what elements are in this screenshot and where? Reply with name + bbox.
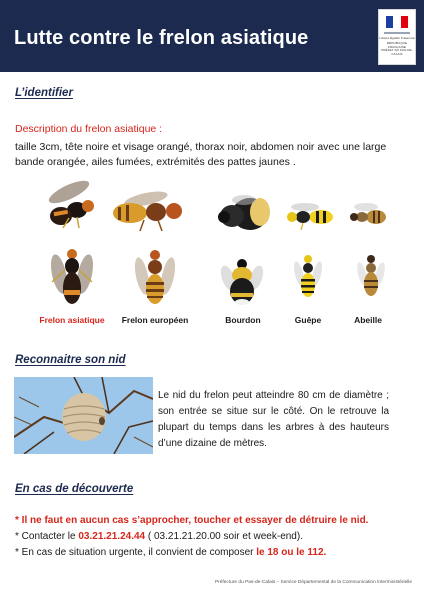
french-flag-icon — [386, 16, 408, 28]
wasp-top-image — [288, 254, 328, 300]
logo-motto: Liberté Égalité Fraternité — [379, 36, 415, 40]
logo-prefet: PRÉFET DU PAS-DE-CALAIS — [381, 48, 413, 56]
bee-side-image — [346, 199, 390, 231]
header-banner — [0, 0, 424, 72]
insect-label-bee: Abeille — [354, 315, 382, 325]
page-title: Lutte contre le frelon asiatique — [14, 27, 309, 49]
asian-hornet-top-image — [44, 248, 100, 308]
warning-line: * Il ne faut en aucun cas s’approcher, toucher et essayer de détruire le nid. — [15, 515, 369, 526]
description-title: Description du frelon asiatique : — [15, 123, 163, 135]
urgent-numbers[interactable]: le 18 ou le 112. — [256, 547, 327, 558]
contact-prefix: * Contacter le — [15, 531, 79, 542]
contact-suffix: ( 03.21.21.20.00 soir et week-end). — [145, 531, 303, 542]
description-body: taille 3cm, tête noire et visage orangé, thorax noir, abdomen noir avec une large bande orangée, ailes fumées, extrémités des pattes jaunes . — [15, 141, 387, 168]
footer-credit: Préfecture du Pas-de-Calais – Service Départemental de la Communication Interministérielle — [214, 580, 412, 585]
nest-photo — [14, 377, 153, 454]
european-hornet-top-image — [127, 248, 183, 308]
section-heading-nest: Reconnaitre son nid — [15, 354, 126, 366]
contact-line — [15, 530, 303, 544]
european-hornet-side-image — [104, 187, 192, 233]
logo-republic: RÉPUBLIQUE FRANÇAISE — [386, 41, 408, 49]
insect-label-asian-hornet: Frelon asiatique — [39, 315, 105, 325]
contact-phone[interactable]: 03.21.21.24.44 — [78, 531, 146, 542]
prefecture-logo — [378, 9, 416, 65]
hornet-nest-icon — [14, 377, 153, 454]
asian-hornet-side-image — [39, 178, 105, 230]
insect-label-bumblebee: Bourdon — [225, 315, 261, 325]
urgent-prefix: * En cas de situation urgente, il convient de composer — [15, 547, 257, 558]
insect-label-european-hornet: Frelon européen — [121, 315, 189, 325]
urgent-line — [15, 546, 326, 560]
section-heading-identify: L’identifier — [15, 87, 73, 99]
bumblebee-side-image — [214, 190, 274, 236]
bumblebee-top-image — [214, 256, 270, 306]
nest-description: Le nid du frelon peut atteindre 80 cm de diamètre ; son entrée se situe sur le côté. On le retrouve la plupart du temps dans les arbres à des hauteurs d’une dizaine de mètres. — [158, 390, 389, 449]
wasp-side-image — [283, 199, 339, 231]
bee-top-image — [352, 254, 390, 300]
section-heading-discovery: En cas de découverte — [15, 483, 134, 495]
insect-label-wasp: Guêpe — [294, 315, 322, 325]
